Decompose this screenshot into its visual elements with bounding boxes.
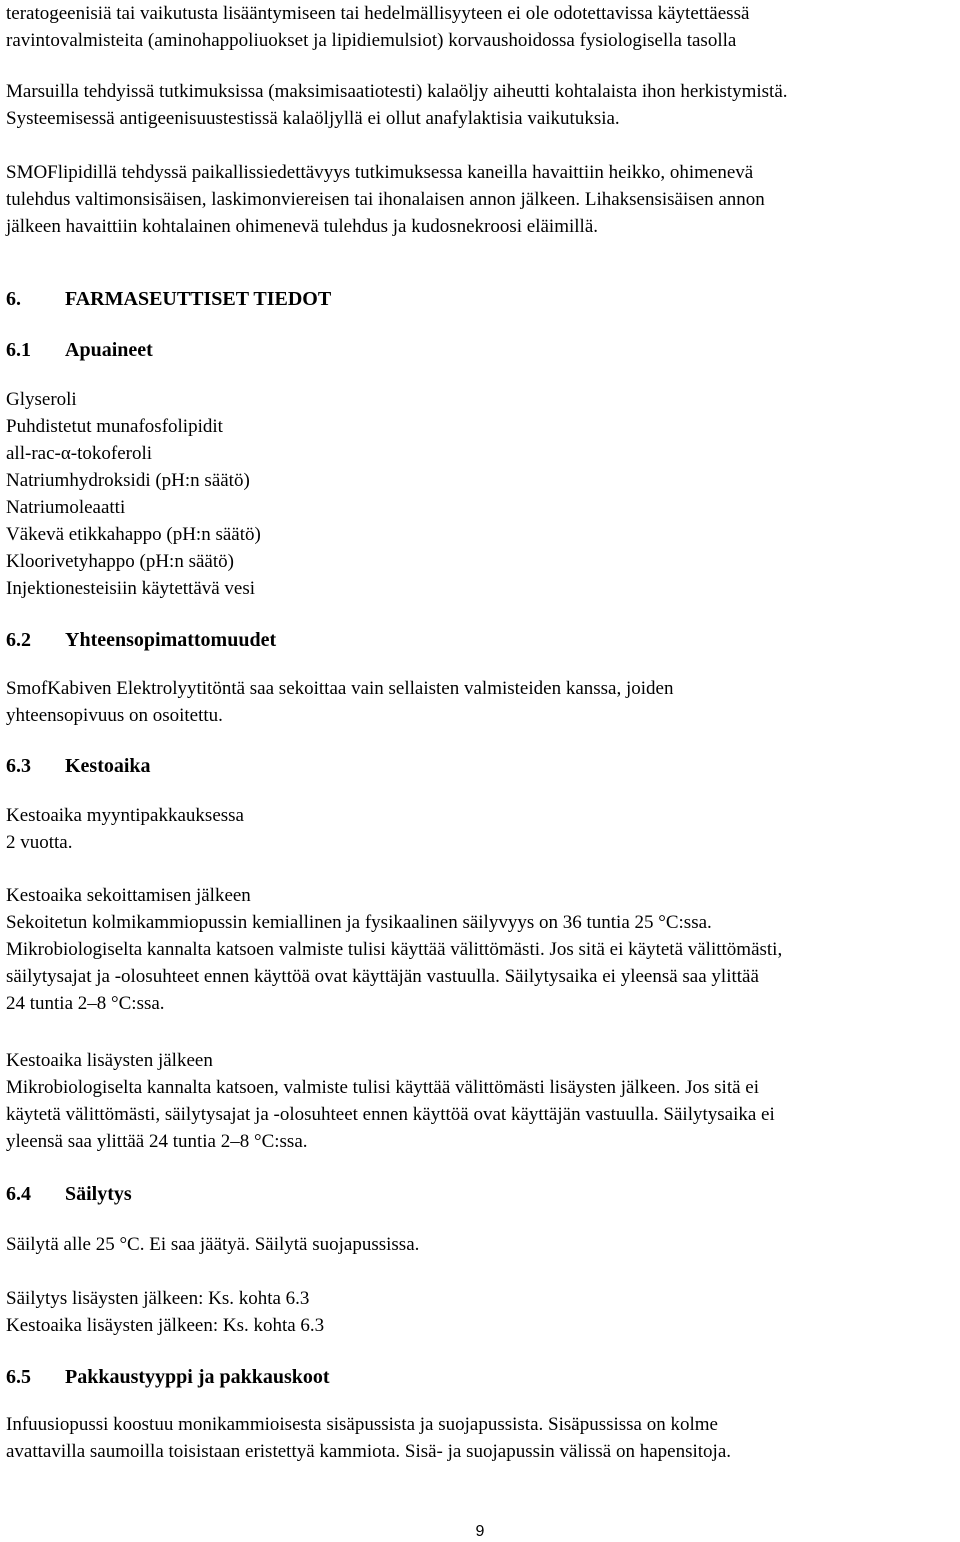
paragraph-guinea-pig-studies xyxy=(6,78,788,132)
section-title: Yhteensopimattomuudet xyxy=(65,629,277,651)
list-item: all-rac-α-tokoferoli xyxy=(6,443,153,464)
section-title: Pakkaustyyppi ja pakkauskoot xyxy=(65,1366,330,1388)
section-number: 6.1 xyxy=(6,339,31,361)
text-line: Kestoaika lisäysten jälkeen: Ks. kohta 6.3 xyxy=(6,1315,325,1336)
text-line: jälkeen havaittiin kohtalainen ohimenevä tulehdus ja kudosnekroosi eläimillä. xyxy=(6,216,599,237)
list-item: Väkevä etikkahappo (pH:n säätö) xyxy=(6,524,261,545)
text-line: yleensä saa ylittää 24 tuntia 2–8 °C:ssa. xyxy=(6,1131,308,1152)
text-line: ravintovalmisteita (aminohappoliuokset ja lipidiemulsiot) korvaushoidossa fysiologisella tasolla xyxy=(6,30,737,51)
section-number: 6.3 xyxy=(6,755,31,777)
text-line: Kestoaika lisäysten jälkeen xyxy=(6,1050,213,1071)
section-heading-6-2 xyxy=(6,627,276,654)
paragraph-incompatibilities xyxy=(6,675,673,729)
paragraph-storage-after-additions xyxy=(6,1285,324,1339)
text-line: Systeemisessä antigeenisuustestissä kalaöljyllä ei ollut anafylaktisia vaikutuksia. xyxy=(6,108,620,129)
paragraph-storage xyxy=(6,1231,419,1258)
text-line: käytetä välittömästi, säilytysajat ja -olosuhteet ennen käyttöä ovat käyttäjän vastuulla. Säilytysaika ei xyxy=(6,1104,775,1125)
section-number: 6.4 xyxy=(6,1183,31,1205)
list-item: Puhdistetut munafosfolipidit xyxy=(6,416,223,437)
excipients-list xyxy=(6,386,261,602)
section-title: Kestoaika xyxy=(65,755,151,777)
text-line: Säilytys lisäysten jälkeen: Ks. kohta 6.3 xyxy=(6,1288,310,1309)
list-item: Natriumhydroksidi (pH:n säätö) xyxy=(6,470,250,491)
section-number: 6.2 xyxy=(6,629,31,651)
paragraph-local-tolerance xyxy=(6,159,765,240)
text-line: 2 vuotta. xyxy=(6,832,73,853)
text-line: Kestoaika sekoittamisen jälkeen xyxy=(6,885,251,906)
paragraph-shelf-life-mixing xyxy=(6,882,782,1017)
text-line: tulehdus valtimonsisäisen, laskimonviereisen tai ihonalaisen annon jälkeen. Lihaksensisäisen annon xyxy=(6,189,765,210)
text-line: 24 tuntia 2–8 °C:ssa. xyxy=(6,993,165,1014)
list-item: Injektionesteisiin käytettävä vesi xyxy=(6,578,256,599)
section-heading-6-1 xyxy=(6,337,153,364)
paragraph-packaging xyxy=(6,1411,731,1465)
text-line: avattavilla saumoilla toisistaan eristettyä kammiota. Sisä- ja suojapussin välissä on hapensitoja. xyxy=(6,1441,732,1462)
text-line: Sekoitetun kolmikammiopussin kemiallinen ja fysikaalinen säilyvyys on 36 tuntia 25 °C:ssa. xyxy=(6,912,712,933)
section-heading-6 xyxy=(6,286,331,313)
text-line: yhteensopivuus on osoitettu. xyxy=(6,705,223,726)
section-heading-6-4 xyxy=(6,1181,132,1208)
text-line: Mikrobiologiselta kannalta katsoen valmiste tulisi käyttää välittömästi. Jos sitä ei käytetä välittömästi, xyxy=(6,939,783,960)
section-title: Säilytys xyxy=(65,1183,132,1205)
list-item: Natriumoleaatti xyxy=(6,497,126,518)
text-line: SMOFlipidillä tehdyssä paikallissiedettävyys tutkimuksessa kaneilla havaittiin heikko, ohimenevä xyxy=(6,162,754,183)
section-heading-6-5 xyxy=(6,1364,330,1391)
section-number: 6.5 xyxy=(6,1366,31,1388)
text-line: teratogeenisiä tai vaikutusta lisääntymiseen tai hedelmällisyyteen ei ole odotettavissa käytettäessä xyxy=(6,3,750,24)
section-title: Apuaineet xyxy=(65,339,153,361)
text-line: Infuusiopussi koostuu monikammioisesta sisäpussista ja suojapussista. Sisäpussissa on kolme xyxy=(6,1414,718,1435)
section-number: 6. xyxy=(6,288,21,310)
section-heading-6-3 xyxy=(6,753,151,780)
text-line: Marsuilla tehdyissä tutkimuksissa (maksimisaatiotesti) kalaöljy aiheutti kohtalaista ihon herkistymistä. xyxy=(6,81,788,102)
paragraph-shelf-life-package xyxy=(6,802,244,856)
list-item: Glyseroli xyxy=(6,389,77,410)
paragraph-teratogenicity xyxy=(6,0,749,54)
paragraph-shelf-life-additions xyxy=(6,1047,775,1155)
page-number: 9 xyxy=(475,1523,485,1540)
text-line: Säilytä alle 25 °C. Ei saa jäätyä. Säilytä suojapussissa. xyxy=(6,1234,420,1255)
text-line: säilytysajat ja -olosuhteet ennen käyttöä ovat käyttäjän vastuulla. Säilytysaika ei yleensä saa ylittää xyxy=(6,966,759,987)
list-item: Kloorivetyhappo (pH:n säätö) xyxy=(6,551,234,572)
section-title: FARMASEUTTISET TIEDOT xyxy=(65,288,332,310)
text-line: Mikrobiologiselta kannalta katsoen, valmiste tulisi käyttää välittömästi lisäysten jälkeen. Jos sitä ei xyxy=(6,1077,759,1098)
text-line: Kestoaika myyntipakkauksessa xyxy=(6,805,244,826)
text-line: SmofKabiven Elektrolyytitöntä saa sekoittaa vain sellaisten valmisteiden kanssa, joiden xyxy=(6,678,674,699)
